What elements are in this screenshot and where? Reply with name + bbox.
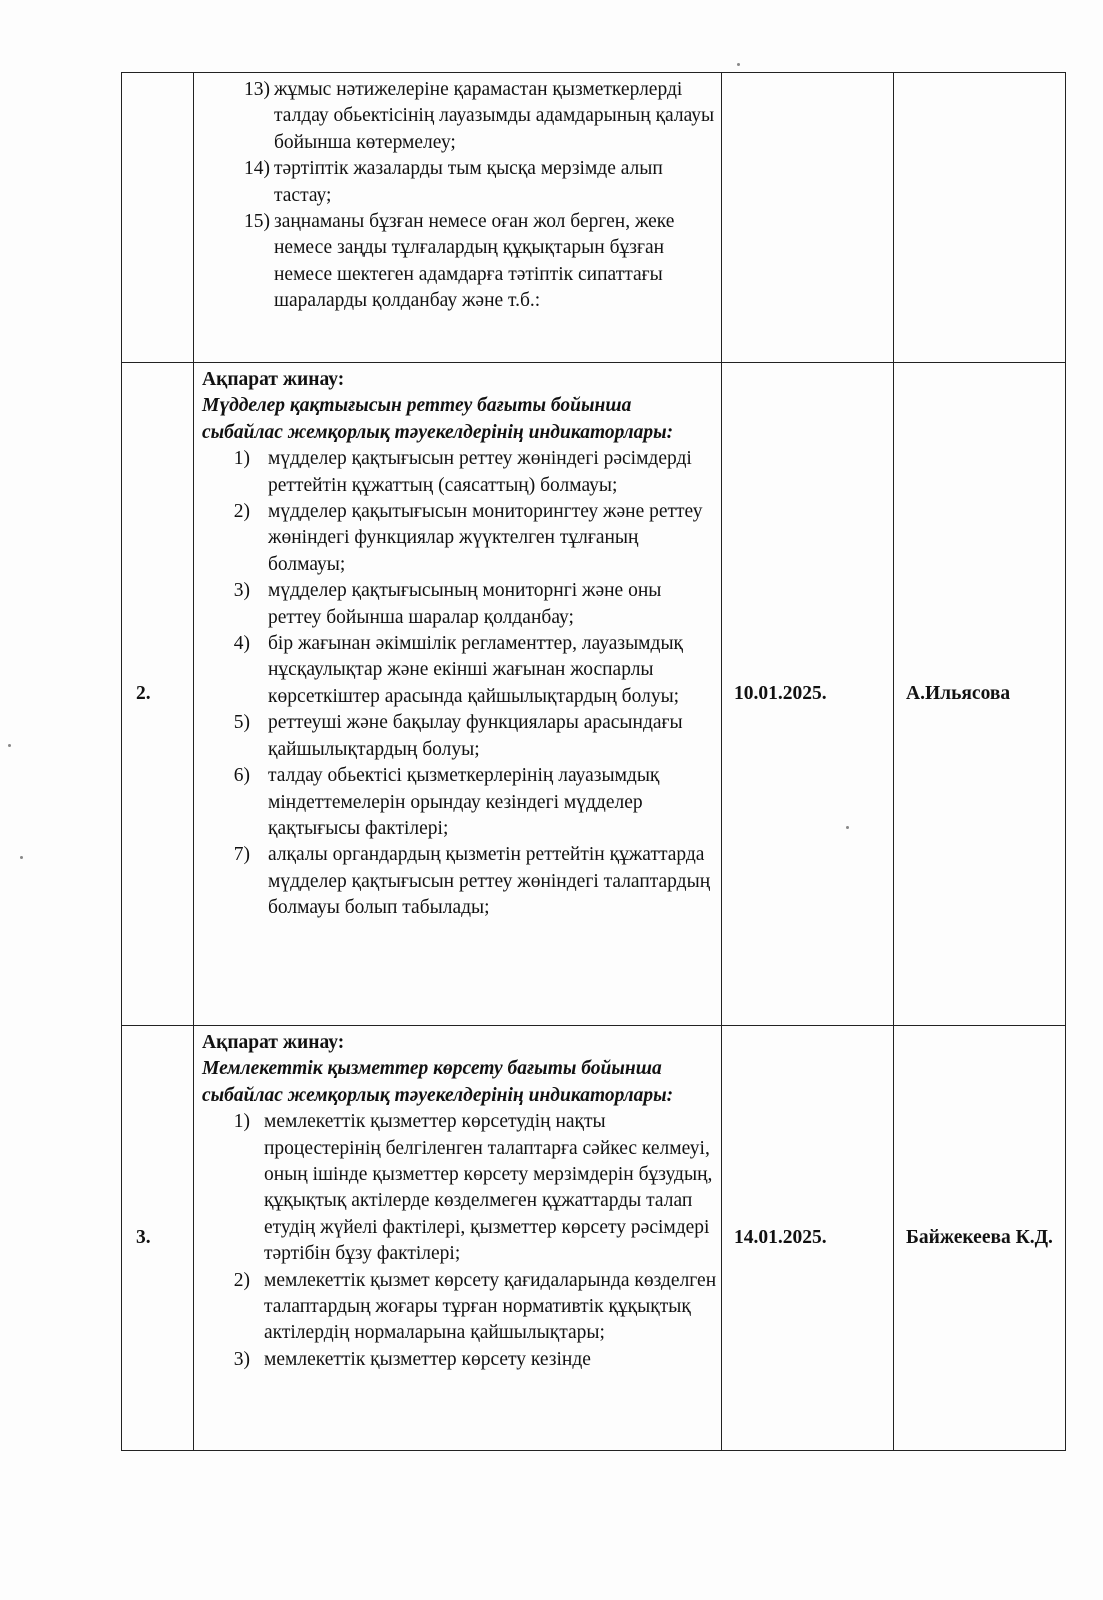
list-item: 1) мемлекеттік қызметтер көрсетудің нақты процестерінің белгіленген талаптарға сәйкес келмеуі, оның ішінде қызметтер көрсету мерзімдерін бұзудың, құқықтық актілерде көзделмеген құжаттарды талап етудің жүйелі фактілері, қызметтер көрсету рәсімдері тәртібін бұзу фактілері; [233, 1111, 713, 1265]
row-subheading: Мемлекеттік қызметтер көрсету бағыты бойынша сыбайлас жемқорлық тәуекелдерінің индикаторлары: [202, 1058, 674, 1106]
row-heading: Ақпарат жинау: [202, 1032, 345, 1053]
scan-speck [8, 744, 11, 747]
table-row [122, 1026, 1066, 1451]
row-subheading: Мүдделер қақтығысын реттеу бағыты бойынша сыбайлас жемқорлық тәуекелдерінің индикаторлары: [202, 395, 674, 443]
indicator-list [202, 446, 717, 921]
list-item: 2) мүдделер қақытығысын мониторингтеу және реттеу жөніндегі функциялар жүүктелген тұлғаның болмауы; [233, 501, 703, 575]
list-item: 15) заңнаманы бұзған немесе оған жол берген, жеке немесе заңды тұлғалардың құқықтарын бұзған немесе шектеген адамдарға тәтіптік сипаттағы шараларды қолданбау және т.б.: [244, 211, 675, 312]
row-heading: Ақпарат жинау: [202, 369, 345, 390]
row-date: 14.01.2025. [722, 1026, 894, 1451]
list-item: 3) мемлекеттік қызметтер көрсету кезінде [233, 1348, 591, 1370]
row-responsible [894, 73, 1066, 363]
list-item: 7) алқалы органдардың қызметін реттейтін құжаттарда мүдделер қақтығысын реттеу жөніндегі талаптардың болмауы болып табылады; [233, 844, 711, 919]
list-item: 5) реттеуші және бақылау функциялары арасындағы қайшылықтардың болуы; [233, 712, 683, 760]
list-item: 1) мүдделер қақтығысын реттеу жөніндегі рәсімдерді реттейтін құжаттың (саясаттың) болмауы; [233, 448, 692, 496]
plan-table [121, 72, 1066, 1451]
indicator-list [202, 77, 717, 315]
row-date: 10.01.2025. [722, 363, 894, 1026]
list-item: 6) талдау обьектісі қызметкерлерінің лауазымдық міндеттемелерін орындау кезіндегі мүдделер қақтығысы фактілері; [233, 765, 660, 839]
list-item: 2) мемлекеттік қызмет көрсету қағидаларында көзделген талаптардың жоғары тұрған нормативтік құқықтық актілердің нормаларына қайшылықтары; [233, 1269, 717, 1344]
row-content [194, 1026, 722, 1451]
row-content [194, 363, 722, 1026]
list-item: 13) жұмыс нәтижелеріне қарамастан қызметкерлерді талдау обьектісінің лауазымды адамдарының қалауы бойынша көтермелеу; [244, 79, 715, 153]
row-number [122, 73, 194, 363]
list-item: 4) бір жағынан әкімшілік регламенттер, лауазымдық нұсқаулықтар және екінші жағынан жоспарлы көрсеткіштер арасында қайшылықтардың болуы; [233, 633, 684, 707]
row-responsible: А.Ильясова [894, 363, 1066, 1026]
row-number: 3. [122, 1026, 194, 1451]
table-row [122, 73, 1066, 363]
scan-speck [737, 63, 740, 66]
list-item: 3) мүдделер қақтығысының мониторнгі және оны реттеу бойынша шаралар қолданбау; [233, 580, 662, 628]
scan-speck [20, 856, 23, 859]
table-row [122, 363, 1066, 1026]
row-responsible: Байжекеева К.Д. [894, 1026, 1066, 1451]
list-item: 14) тәртіптік жазаларды тым қысқа мерзімде алып тастау; [244, 158, 663, 206]
row-number: 2. [122, 363, 194, 1026]
indicator-list [202, 1109, 717, 1373]
row-content [194, 73, 722, 363]
row-date [722, 73, 894, 363]
